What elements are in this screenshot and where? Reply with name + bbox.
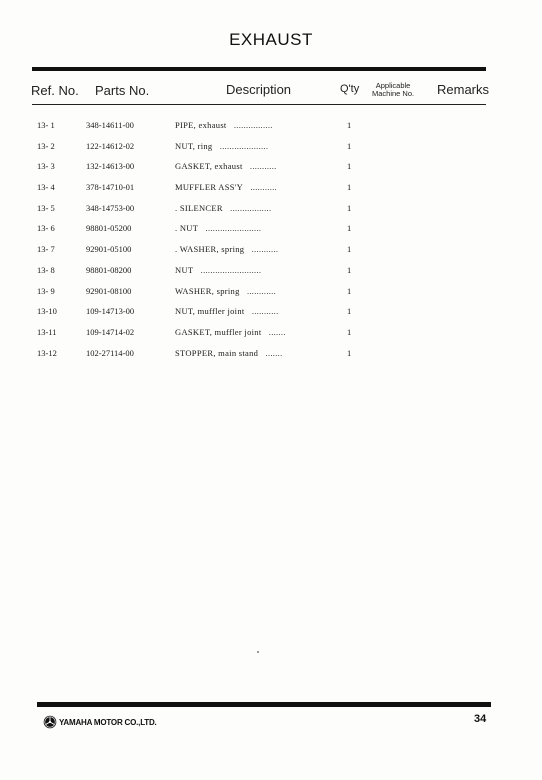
ref-no-cell: 13- 4 (37, 182, 55, 193)
leader-dots-text: ............ (246, 285, 277, 296)
header-applicable-line1: Applicable (375, 81, 411, 90)
table-row (0, 241, 542, 262)
description-cell (175, 244, 278, 254)
table-row (0, 117, 542, 138)
leader-dots-text: ....................... (205, 223, 262, 234)
leader-dots (243, 182, 277, 192)
ref-no-cell: 13- 3 (37, 161, 55, 172)
table-row (0, 158, 542, 179)
parts-no-cell: 132-14613-00 (86, 161, 135, 172)
parts-no-cell: 98801-08200 (86, 264, 132, 275)
leader-dots (227, 120, 273, 130)
qty-cell: 1 (347, 244, 352, 255)
header-parts-no: Parts No. (95, 83, 150, 98)
description-text: . WASHER, spring (175, 244, 245, 255)
table-row (0, 324, 542, 345)
table-row (0, 179, 542, 200)
description-cell (175, 203, 271, 213)
leader-dots-text: ....... (265, 347, 283, 358)
ref-no-cell: 13- 9 (37, 285, 55, 296)
description-text: . SILENCER (175, 202, 223, 213)
table-row (0, 283, 542, 304)
yamaha-tuning-fork-icon (43, 715, 57, 729)
description-text: . NUT (175, 223, 199, 234)
qty-cell: 1 (347, 326, 352, 337)
leader-dots-text: ........... (251, 306, 279, 317)
parts-table (0, 117, 542, 365)
leader-dots-text: ........... (251, 244, 279, 255)
description-cell (175, 286, 276, 296)
ref-no-cell: 13- 1 (37, 120, 55, 130)
description-text: NUT, muffler joint (175, 306, 245, 317)
description-cell (175, 265, 261, 275)
parts-no-cell: 348-14753-00 (86, 202, 135, 213)
ref-no-cell: 13-11 (37, 326, 57, 337)
header-remarks: Remarks (437, 82, 490, 97)
table-row (0, 345, 542, 366)
leader-dots (244, 244, 278, 254)
description-cell (175, 141, 268, 151)
header-rule-thick (32, 67, 486, 71)
footer-rule-thick (37, 702, 491, 707)
header-rule-thin (32, 104, 486, 105)
page-number: 34 (474, 713, 487, 725)
qty-cell: 1 (347, 161, 352, 172)
description-text: WASHER, spring (175, 285, 240, 296)
scan-speck (257, 651, 259, 653)
description-text: NUT, ring (175, 140, 213, 151)
ref-no-cell: 13- 7 (37, 244, 55, 255)
parts-no-cell: 348-14611-00 (86, 120, 134, 130)
description-cell (175, 348, 283, 358)
parts-no-cell: 98801-05200 (86, 223, 132, 234)
ref-no-cell: 13- 8 (37, 264, 55, 275)
parts-no-cell: 92901-05100 (86, 244, 132, 255)
table-row (0, 262, 542, 283)
header-ref-no: Ref. No. (31, 83, 79, 98)
header-applicable-machine (372, 82, 414, 98)
leader-dots (245, 306, 279, 316)
leader-dots-text: ........... (249, 161, 277, 172)
description-cell (175, 327, 286, 337)
ref-no-cell: 13- 5 (37, 202, 55, 213)
parts-no-cell: 122-14612-02 (86, 140, 135, 151)
leader-dots-text: .................... (219, 140, 269, 151)
description-text: PIPE, exhaust (175, 120, 227, 130)
header-applicable-line2: Machine No. (372, 89, 415, 98)
description-text: GASKET, exhaust (175, 161, 243, 172)
leader-dots (258, 348, 282, 358)
company-name: YAMAHA MOTOR CO.,LTD. (59, 717, 157, 727)
description-cell (175, 161, 277, 171)
header-qty: Q'ty (340, 83, 360, 95)
table-row (0, 303, 542, 324)
qty-cell: 1 (347, 306, 352, 317)
description-cell (175, 223, 261, 233)
description-text: NUT (175, 264, 194, 275)
leader-dots (212, 141, 268, 151)
description-text: STOPPER, main stand (175, 347, 259, 358)
qty-cell: 1 (347, 223, 352, 234)
qty-cell: 1 (347, 120, 352, 130)
qty-cell: 1 (347, 347, 352, 358)
qty-cell: 1 (347, 202, 352, 213)
table-row (0, 138, 542, 159)
parts-no-cell: 102-27114-00 (86, 347, 134, 358)
parts-no-cell: 109-14714-02 (86, 326, 135, 337)
ref-no-cell: 13-12 (37, 347, 57, 358)
leader-dots (193, 265, 261, 275)
ref-no-cell: 13-10 (37, 306, 57, 317)
qty-cell: 1 (347, 264, 352, 275)
ref-no-cell: 13- 6 (37, 223, 55, 234)
leader-dots (240, 286, 276, 296)
leader-dots (198, 223, 261, 233)
table-row (0, 220, 542, 241)
description-cell (175, 306, 279, 316)
leader-dots-text: ................. (230, 202, 272, 213)
description-cell (175, 182, 277, 192)
parts-no-cell: 109-14713-00 (86, 306, 135, 317)
parts-no-cell: 378-14710-01 (86, 182, 135, 193)
qty-cell: 1 (347, 285, 352, 296)
description-text: GASKET, muffler joint (175, 326, 262, 337)
parts-no-cell: 92901-08100 (86, 285, 132, 296)
page-title: EXHAUST (229, 30, 313, 49)
table-row (0, 200, 542, 221)
leader-dots (223, 203, 272, 213)
column-header (0, 78, 542, 102)
leader-dots-text: ......................... (200, 264, 262, 275)
leader-dots-text: ....... (268, 326, 286, 337)
header-description: Description (226, 82, 292, 97)
description-text: MUFFLER ASS'Y (175, 182, 244, 193)
qty-cell: 1 (347, 182, 352, 193)
leader-dots (243, 161, 277, 171)
qty-cell: 1 (347, 140, 352, 151)
leader-dots-text: ................ (233, 120, 273, 130)
leader-dots (262, 327, 286, 337)
footer-logo (43, 715, 157, 729)
leader-dots-text: ........... (250, 182, 277, 193)
description-cell (175, 120, 273, 130)
ref-no-cell: 13- 2 (37, 140, 55, 151)
